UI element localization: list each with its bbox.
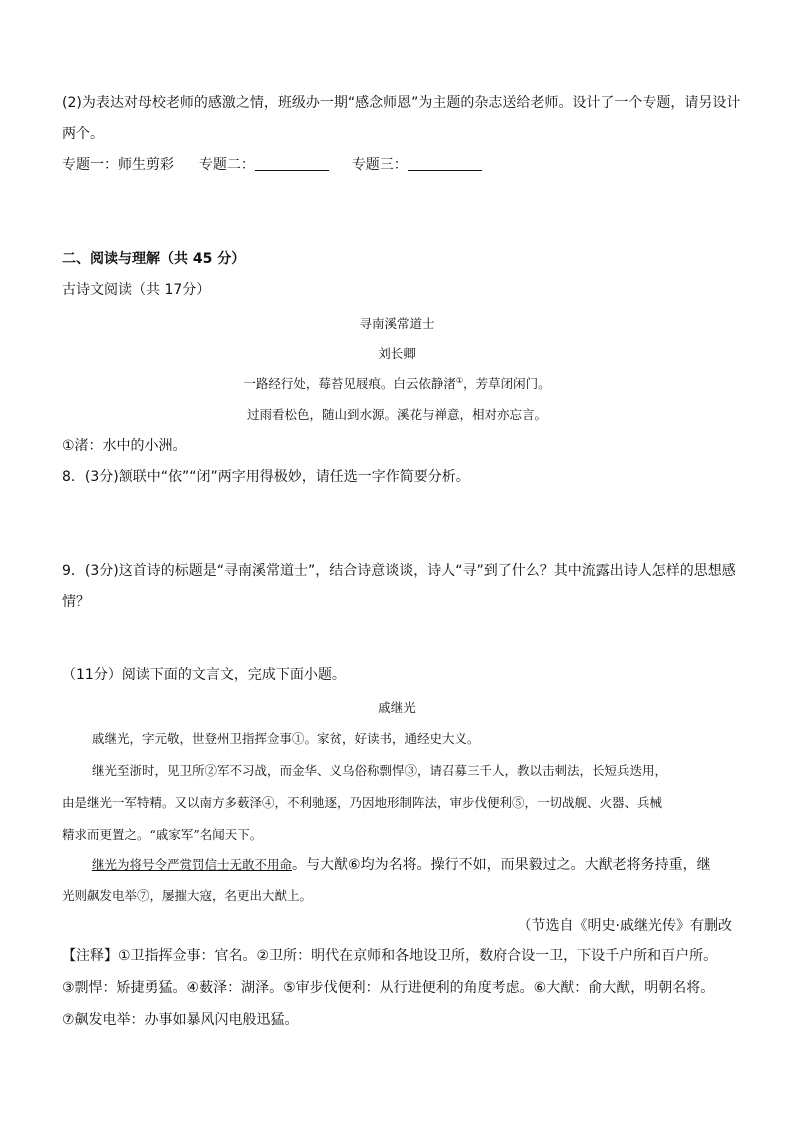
poem-note: ①渚：水中的小洲。 [62,438,187,454]
poem-line-1-a: 一路经行处，莓苔见屐痕。白云依静渚 [243,376,456,391]
topic-3-blank[interactable] [408,156,482,171]
classical-p2-line2: 由是继光一军特精。又以南方多薮泽④，不利驰逐，乃因地形制阵法，审步伐便利⑤，一切战舰、火器、兵械 [62,795,663,810]
section-2-heading: 二、阅读与理解（共 45 分） [62,251,246,267]
poem-footnote-marker: ① [455,375,464,385]
classical-p3-line1 [92,855,711,875]
poem-author: 刘长卿 [378,346,416,361]
underlined-sentence: 继光为将号令严赏罚信士无敢不用命 [92,857,293,872]
classical-p2-line3: 精求而更置之。“戚家军”名闻天下。 [62,827,263,842]
question-9-line1: 9．(3分)这首诗的标题是“寻南溪常道士”，结合诗意谈谈，诗人“寻”到了什么？其中流露出诗人怎样的思想感 [62,563,736,579]
question-2-line1: (2)为表达对母校老师的感激之情，班级办一期“感念师恩”为主题的杂志送给老师。设计了一个专题，请另设计 [62,95,741,111]
classical-p3-line2: 光则飙发电举⑦，屡摧大寇，名更出大猷上。 [62,888,313,903]
topic-2-blank[interactable] [255,156,329,171]
classical-p3-rest: 。与大猷⑥均为名将。操行不如，而果毅过之。大猷老将务持重，继 [292,857,711,873]
poem-title: 寻南溪常道士 [359,316,435,331]
poem-line-1-b: ，芳草闭闲门。 [463,376,551,391]
topic-1: 专题一：师生剪彩 [62,157,174,173]
poem-line-1 [0,374,794,392]
question-9-line2: 情？ [62,594,90,610]
poem-line-2: 过雨看松色，随山到水源。溪花与禅意，相对亦忘言。 [246,407,547,422]
topics-row [62,155,482,175]
topic-2-label: 专题二： [198,157,255,173]
poetry-heading: 古诗文阅读（共 17分） [62,282,211,298]
question-8: 8．(3分)颔联中“依”“闭”两字用得极妙，请任选一字作简要分析。 [62,469,470,485]
classical-title: 戚继光 [378,700,416,715]
classical-p1: 戚继光，字元敬，世登州卫指挥佥事①。家贫，好读书，通经史大义。 [92,731,480,746]
notes-line3: ⑦飙发电举：办事如暴风闪电般迅猛。 [62,1012,299,1028]
notes-line2: ③剽悍：矫捷勇猛。④薮泽：湖泽。⑤审步伐便利：从行进便利的角度考虑。⑥大猷：俞大猷，明朝名将。 [62,980,715,996]
classical-intro: （11分）阅读下面的文言文，完成下面小题。 [62,667,346,683]
topic-3-label: 专题三： [351,157,408,173]
question-2-line2: 两个。 [62,126,104,142]
classical-p2-line1: 继光至浙时，见卫所②军不习战，而金华、义乌俗称剽悍③，请召募三千人，教以击刺法，长短兵迭用， [92,763,668,778]
notes-line1: 【注释】①卫指挥佥事：官名。②卫所：明代在京师和各地设卫所，数府合设一卫，下设千户所和百户所。 [62,948,718,964]
classical-source: （节选自《明史·戚继光传》有删改 [517,918,732,934]
